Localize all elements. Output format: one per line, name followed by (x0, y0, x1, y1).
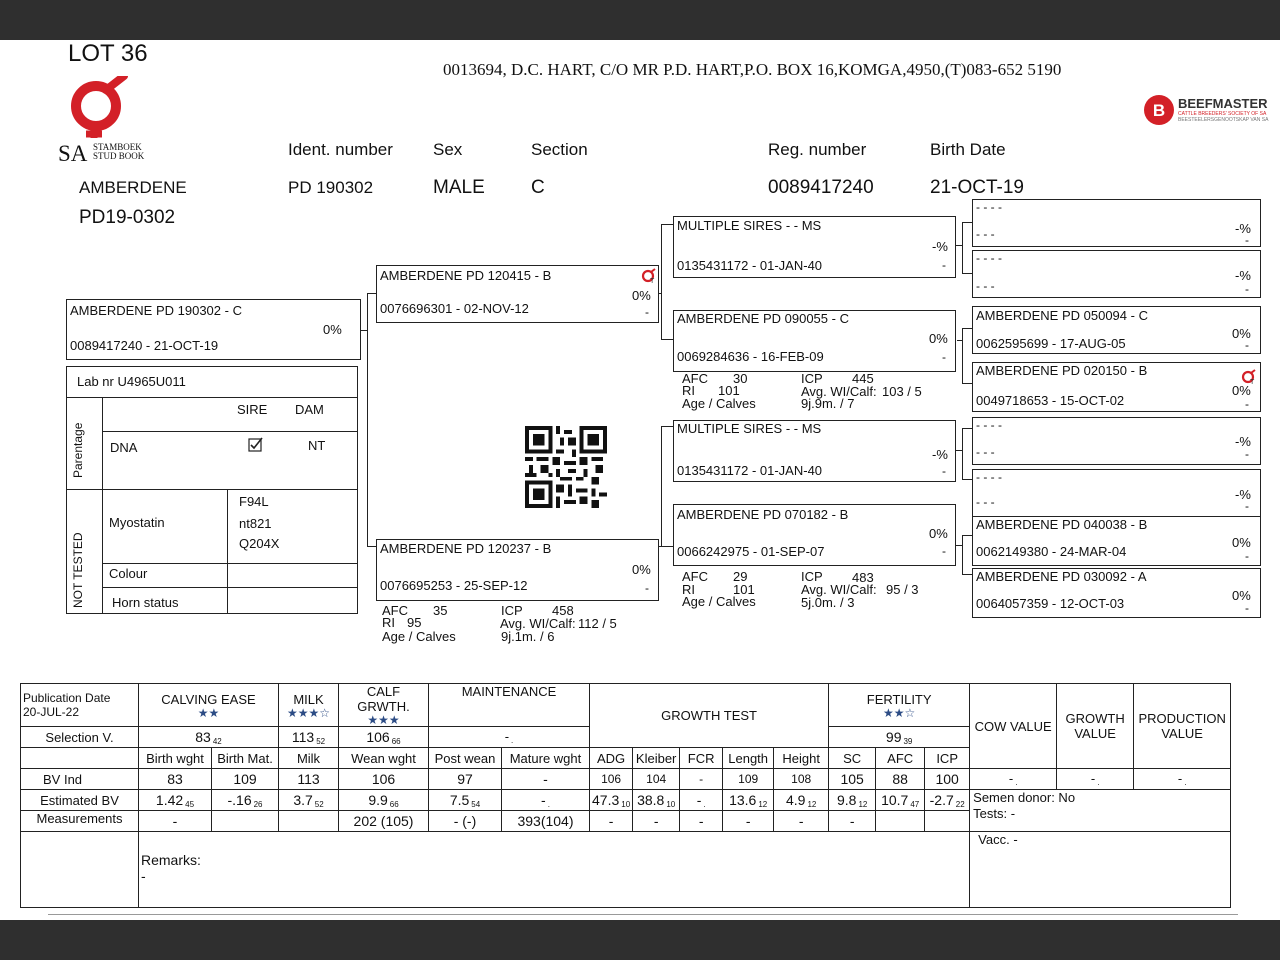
not-tested-label: NOT TESTED (71, 532, 85, 608)
dam-dash: - (645, 581, 649, 595)
stat-value: 29 (733, 569, 748, 584)
sire-pct: 0% (632, 288, 651, 303)
star-rating-icon: ★★ (197, 705, 220, 720)
stat-value: 101 (718, 383, 740, 398)
stat-value: 445 (852, 371, 874, 386)
dd-dash: - (942, 544, 946, 558)
svg-text:B: B (1152, 101, 1166, 120)
ds-pct: -% (932, 447, 948, 462)
performance-table (20, 683, 1231, 908)
measurement-value: - (829, 811, 876, 832)
pedigree-self (66, 299, 361, 360)
myostatin-label: Myostatin (109, 515, 165, 530)
ebv-value (680, 790, 723, 811)
group-label: CALF GRWTH. (357, 684, 410, 714)
g3-dash: - (1245, 282, 1249, 296)
pedigree-sire-sire (673, 216, 956, 278)
pedigree-dam-dam (673, 504, 956, 566)
accuracy: . (511, 736, 514, 745)
accuracy: 39 (903, 736, 913, 746)
lab-grid (66, 397, 358, 614)
dam-col-label: DAM (295, 402, 324, 417)
birth-date-label: Birth Date (930, 140, 1006, 159)
stat-label: Avg. WI/Calf: (801, 582, 877, 597)
value: 9.8 (836, 791, 857, 808)
g3-reg-date: 0064057359 - 12-OCT-03 (976, 596, 1125, 611)
reg-number: 0089417240 (768, 177, 874, 198)
sire-reg-date: 0076696301 - 02-NOV-12 (380, 301, 529, 316)
sire-dash: - (645, 305, 649, 319)
publication-date: 20-JUL-22 (23, 705, 80, 719)
section-value: C (531, 177, 545, 198)
semen-donor: Semen donor: No (973, 790, 1076, 805)
reg-number-label: Reg. number (768, 140, 867, 159)
section-label: Section (531, 140, 588, 159)
g3-pct: -% (1235, 434, 1251, 449)
bv-value: - (502, 769, 590, 790)
value: 7.5 (449, 791, 470, 808)
bv-value: 83 (139, 769, 212, 790)
dam-pct: 0% (632, 562, 651, 577)
sd-dash: - (942, 350, 946, 364)
empty-cell (21, 748, 139, 769)
stat-value: 9j.1m. / 6 (501, 629, 555, 644)
value: - (541, 791, 546, 808)
g3-name: AMBERDENE PD 040038 - B (976, 517, 1148, 532)
selection-label: Selection V. (21, 727, 139, 748)
g3-name: - - - - (976, 418, 1002, 432)
bv-value: 113 (279, 769, 339, 790)
accuracy: 45 (185, 799, 195, 809)
stat-label: AFC (682, 569, 708, 584)
accuracy: 54 (471, 799, 481, 809)
column-header: SC (829, 748, 876, 769)
dna-dam-value: NT (308, 438, 326, 453)
stat-value: 9j.9m. / 7 (801, 396, 855, 411)
pedigree-sire-dam (673, 310, 956, 372)
bv-value: 88 (876, 769, 925, 790)
value: 47.3 (592, 791, 620, 808)
stat-value: 101 (733, 582, 755, 597)
myostatin-value: Q204X (239, 536, 280, 551)
value: 3.7 (293, 791, 313, 808)
group-label: MILK (293, 691, 324, 707)
accuracy: 12 (758, 799, 768, 809)
accuracy: 66 (389, 799, 399, 809)
beefmaster-name: BEEFMASTER (1178, 96, 1268, 111)
ident-number: PD 190302 (288, 178, 374, 197)
growth-test-header: GROWTH TEST (590, 684, 829, 748)
self-reg-date: 0089417240 - 21-OCT-19 (70, 338, 219, 353)
ebv-value (723, 790, 774, 811)
accuracy: . (1097, 778, 1100, 787)
column-header: Birth wght (139, 748, 212, 769)
accuracy: 10 (666, 799, 676, 809)
sa-logo-line1: STAMBOEK (93, 142, 142, 152)
ebv-value (339, 790, 429, 811)
ebv-value (212, 790, 279, 811)
stat-value: 35 (433, 603, 448, 618)
column-header: Post wean (429, 748, 502, 769)
column-header: Wean wght (339, 748, 429, 769)
maintenance-header: MAINTENANCE (429, 684, 590, 727)
g3-name: - - - - (976, 200, 1002, 214)
column-header: ADG (590, 748, 633, 769)
accuracy: 52 (314, 799, 324, 809)
value: 10.7 (881, 791, 909, 808)
g3-pct: -% (1235, 487, 1251, 502)
ebv-label: Estimated BV (21, 790, 139, 811)
self-pct: 0% (323, 322, 342, 337)
accuracy: 10 (621, 799, 631, 809)
stat-label: RI (682, 383, 695, 398)
measurement-value (876, 811, 925, 832)
selection-value: - (504, 729, 510, 744)
dam-reg-date: 0076695253 - 25-SEP-12 (380, 578, 528, 593)
fertility-selection (829, 727, 970, 748)
ebv-row (21, 790, 1231, 811)
star-rating-icon: ★★★☆ (286, 705, 331, 720)
bv-value: 108 (774, 769, 829, 790)
ebv-value (590, 790, 633, 811)
g3-pct: 0% (1232, 383, 1251, 398)
value: 13.6 (729, 791, 757, 808)
column-header: Height (774, 748, 829, 769)
ds-dash: - (942, 464, 946, 478)
measurement-value: - (633, 811, 680, 832)
bv-composite-value (970, 769, 1057, 790)
ebv-value (829, 790, 876, 811)
ds-reg-date: 0135431172 - 01-JAN-40 (677, 463, 823, 478)
stat-label: ICP (801, 371, 823, 386)
g3-reg-date: - - - (976, 445, 995, 459)
star-rating-icon: ★★☆ (883, 705, 916, 720)
g3-dash: - (1245, 233, 1249, 247)
stat-value: 483 (852, 570, 874, 585)
accuracy: 12 (807, 799, 817, 809)
value: 4.9 (785, 791, 806, 808)
publication-cell (21, 684, 139, 727)
accuracy: 42 (212, 736, 222, 746)
g3-reg-date: 0062595699 - 17-AUG-05 (976, 336, 1126, 351)
milk-selection (279, 727, 339, 748)
calving-selection (139, 727, 279, 748)
accuracy: . (1015, 778, 1018, 787)
stat-label: Age / Calves (682, 396, 756, 411)
stat-label: Avg. WI/Calf: (500, 616, 576, 631)
value: - (1177, 771, 1183, 786)
g3-reg-date: 0062149380 - 24-MAR-04 (976, 544, 1127, 559)
measurement-value: - (139, 811, 212, 832)
dam-name: AMBERDENE PD 120237 - B (380, 541, 552, 556)
parentage-label: Parentage (71, 422, 85, 478)
pedigree-g3-5 (972, 417, 1261, 465)
value: -2.7 (929, 791, 954, 808)
accuracy: . (1184, 778, 1187, 787)
g3-name: AMBERDENE PD 030092 - A (976, 569, 1147, 584)
accuracy: 22 (955, 799, 965, 809)
fertility-header (829, 684, 970, 727)
sa-logo-letters: SA (58, 141, 88, 166)
g3-pct: 0% (1232, 326, 1251, 341)
inbreeding-flag-icon (641, 268, 657, 284)
column-header: Mature wght (502, 748, 590, 769)
remarks-cell (139, 832, 970, 908)
ebv-value (502, 790, 590, 811)
stat-value: 103 / 5 (882, 384, 922, 399)
bottom-frame (0, 920, 1280, 960)
accuracy: 66 (391, 736, 401, 746)
dd-reg-date: 0066242975 - 01-SEP-07 (677, 544, 825, 559)
accuracy: 52 (316, 736, 326, 746)
g3-name: - - - - (976, 251, 1002, 265)
g3-pct: -% (1235, 268, 1251, 283)
measurement-value (279, 811, 339, 832)
ss-name: MULTIPLE SIRES - - MS (677, 218, 822, 233)
pedigree-dam-sire (673, 420, 956, 482)
qr-code-icon (523, 426, 609, 508)
measurement-value: - (680, 811, 723, 832)
column-header: Birth Mat. (212, 748, 279, 769)
remarks-label: Remarks: (141, 852, 201, 868)
sex-value: MALE (433, 177, 485, 198)
value: - (1090, 771, 1096, 786)
measurements-label: Measurements (21, 811, 139, 832)
lab-number-box (66, 366, 358, 398)
stat-label: Age / Calves (382, 629, 456, 644)
column-header: FCR (680, 748, 723, 769)
remarks-spacer (21, 832, 139, 908)
stat-value: 112 / 5 (578, 616, 617, 631)
calf-selection (339, 727, 429, 748)
bv-value: 97 (429, 769, 502, 790)
stat-label: Avg. WI/Calf: (801, 384, 877, 399)
selection-value: 106 (366, 728, 390, 745)
sire-col-label: SIRE (237, 402, 268, 417)
selection-value: 113 (291, 728, 315, 745)
ss-reg-date: 0135431172 - 01-JAN-40 (677, 258, 823, 273)
pedigree-g3-8 (972, 568, 1261, 618)
g3-name: AMBERDENE PD 020150 - B (976, 363, 1148, 378)
lot-number: LOT 36 (68, 40, 148, 67)
g3-dash: - (1245, 601, 1249, 615)
selection-value: 99 (885, 728, 902, 745)
breeder-line: 0013694, D.C. HART, C/O MR P.D. HART,P.O. BOX 16,KOMGA,4950,(T)083-652 5190 (443, 60, 1062, 79)
colour-label: Colour (109, 566, 148, 581)
measurement-value (212, 811, 279, 832)
g3-dash: - (1245, 397, 1249, 411)
birth-date: 21-OCT-19 (930, 177, 1024, 198)
g3-pct: 0% (1232, 535, 1251, 550)
g3-dash: - (1245, 499, 1249, 513)
pedigree-sire (376, 265, 659, 323)
g3-reg-date: 0049718653 - 15-OCT-02 (976, 393, 1125, 408)
self-name: AMBERDENE PD 190302 - C (70, 303, 242, 318)
pedigree-g3-3 (972, 306, 1261, 354)
ds-name: MULTIPLE SIRES - - MS (677, 421, 822, 436)
ebv-value (279, 790, 339, 811)
g3-dash: - (1245, 338, 1249, 352)
bv-label: BV Ind (21, 769, 139, 790)
ss-pct: -% (932, 239, 948, 254)
bv-row (21, 769, 1231, 790)
group-label: FERTILITY (866, 691, 932, 707)
measurement-value: - (-) (429, 811, 502, 832)
ebv-value (139, 790, 212, 811)
pedigree-dam (376, 539, 659, 601)
calving-ease-header (139, 684, 279, 727)
stat-value: 95 (407, 615, 422, 630)
ebv-value (876, 790, 925, 811)
pedigree-g3-7 (972, 516, 1261, 566)
stat-label: AFC (382, 603, 408, 618)
myostatin-value: nt821 (239, 516, 272, 531)
selection-value: 83 (195, 728, 211, 745)
measurement-value: - (723, 811, 774, 832)
accuracy: . (547, 799, 550, 809)
svg-text:T: T (1250, 379, 1255, 385)
vaccination-cell (970, 832, 1231, 908)
stat-label: AFC (682, 371, 708, 386)
sd-pct: 0% (929, 331, 948, 346)
g3-dash: - (1245, 549, 1249, 563)
measurement-value (925, 811, 970, 832)
value: 38.8 (637, 791, 665, 808)
measurement-value: 393(104) (502, 811, 590, 832)
ebv-value (774, 790, 829, 811)
measurement-value: - (590, 811, 633, 832)
production-value-header: PRODUCTION VALUE (1134, 684, 1231, 769)
bv-value: 106 (590, 769, 633, 790)
ss-dash: - (942, 258, 946, 272)
checkbox-checked-icon (248, 437, 263, 452)
tests: Tests: - (973, 806, 1016, 821)
pedigree-g3-2 (972, 250, 1261, 298)
milk-header (279, 684, 339, 727)
stat-value: 5j.0m. / 3 (801, 595, 855, 610)
column-header: Milk (279, 748, 339, 769)
bv-value: 106 (339, 769, 429, 790)
pedigree-g3-1 (972, 199, 1261, 247)
publication-label: Publication Date (23, 691, 111, 705)
bv-value: 105 (829, 769, 876, 790)
sex-label: Sex (433, 140, 463, 159)
stat-value: 30 (733, 371, 748, 386)
footer-rule (48, 914, 1238, 915)
bv-value: 109 (723, 769, 774, 790)
sd-reg-date: 0069284636 - 16-FEB-09 (677, 349, 824, 364)
pedigree-g3-4 (972, 362, 1261, 412)
g3-name: - - - - (976, 470, 1002, 484)
beefmaster-tagline2: BEESTEELERSGENOOTSKAP VAN SA (1178, 117, 1269, 123)
ebv-value (925, 790, 970, 811)
g3-pct: -% (1235, 221, 1251, 236)
top-frame (0, 0, 1280, 40)
beefmaster-b-icon (1143, 94, 1175, 126)
semen-donor-cell (970, 790, 1231, 832)
column-header: AFC (876, 748, 925, 769)
sire-name: AMBERDENE PD 120415 - B (380, 268, 552, 283)
sa-logo-line2: STUD BOOK (93, 151, 145, 161)
maintenance-selection (429, 727, 590, 748)
growth-value-header: GROWTH VALUE (1057, 684, 1134, 769)
stat-value: 95 / 3 (886, 582, 919, 597)
stat-label: ICP (501, 603, 523, 618)
stud-book-emblem-icon (66, 76, 130, 140)
animal-name: AMBERDENE (79, 178, 187, 197)
certificate-page (0, 40, 1280, 920)
bv-value: 104 (633, 769, 680, 790)
dd-pct: 0% (929, 526, 948, 541)
ebv-value (429, 790, 502, 811)
bv-value: - (680, 769, 723, 790)
bv-value: 100 (925, 769, 970, 790)
myostatin-value: F94L (239, 494, 269, 509)
lab-number: Lab nr U4965U011 (77, 374, 186, 389)
calf-growth-header (339, 684, 429, 727)
stat-value: 458 (552, 603, 574, 618)
bv-value: 109 (212, 769, 279, 790)
sd-name: AMBERDENE PD 090055 - C (677, 311, 849, 326)
g3-dash: - (1245, 447, 1249, 461)
ident-label: Ident. number (288, 140, 393, 159)
value: - (696, 791, 702, 808)
g3-reg-date: - - - (976, 227, 995, 241)
bv-composite-value (1057, 769, 1134, 790)
value: -.16 (227, 791, 252, 808)
ebv-value (633, 790, 680, 811)
dna-label: DNA (110, 440, 138, 455)
dd-name: AMBERDENE PD 070182 - B (677, 507, 849, 522)
value: - (1008, 771, 1014, 786)
column-header: Kleiber (633, 748, 680, 769)
herd-id: PD19-0302 (79, 207, 176, 228)
accuracy: 26 (253, 799, 263, 809)
stat-label: Age / Calves (682, 594, 756, 609)
g3-reg-date: - - - (976, 279, 995, 293)
column-header: Length (723, 748, 774, 769)
stat-label: RI (382, 615, 395, 630)
cow-value-header: COW VALUE (970, 684, 1057, 769)
g3-pct: 0% (1232, 588, 1251, 603)
remarks-value: - (141, 868, 146, 884)
accuracy: 12 (858, 799, 868, 809)
stat-label: ICP (801, 569, 823, 584)
g3-name: AMBERDENE PD 050094 - C (976, 308, 1148, 323)
value: 9.9 (368, 791, 388, 808)
measurement-value: - (774, 811, 829, 832)
value: 1.42 (155, 791, 184, 808)
column-header: ICP (925, 748, 970, 769)
pedigree-g3-6 (972, 469, 1261, 517)
beefmaster-tagline1: CATTLE BREEDERS' SOCIETY OF SA (1178, 111, 1267, 117)
accuracy: . (703, 799, 706, 809)
vaccination: Vacc. - (978, 832, 1018, 847)
stat-label: RI (682, 582, 695, 597)
svg-text:T: T (650, 278, 655, 284)
bv-composite-value (1134, 769, 1231, 790)
g3-reg-date: - - - (976, 495, 995, 509)
star-rating-icon: ★★★ (367, 713, 400, 727)
accuracy: 47 (910, 799, 920, 809)
horn-status-label: Horn status (112, 595, 179, 610)
measurement-value: 202 (105) (339, 811, 429, 832)
group-label: CALVING EASE (161, 691, 256, 707)
